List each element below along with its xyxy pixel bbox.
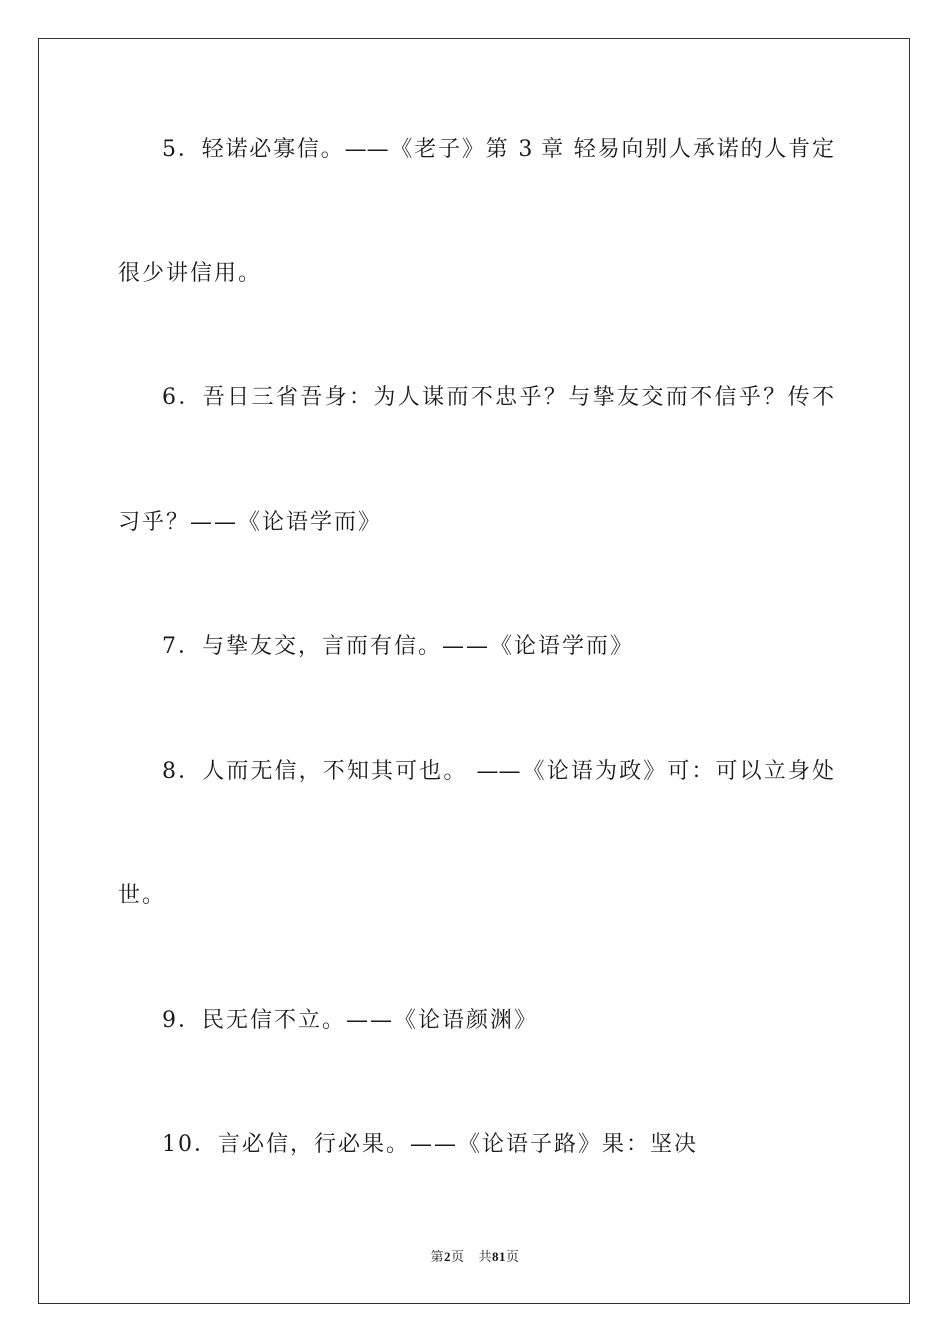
quote-6-line-1: 6．吾日三省吾身：为人谋而不忠乎？与挚友交而不信乎？传不 (162, 385, 834, 410)
quote-10: 10．言必信，行必果。——《论语子路》果：坚决 (162, 1132, 698, 1157)
footer-page-prefix: 第 (430, 1250, 445, 1265)
quote-8-line-1: 8．人而无信，不知其可也。 ——《论语为政》可：可以立身处 (162, 759, 834, 784)
quote-8-line-2: 世。 (118, 883, 167, 908)
footer-page-number: 2 (444, 1249, 452, 1264)
footer-total-pages: 81 (491, 1249, 506, 1264)
footer-total-prefix: 共 (478, 1250, 492, 1265)
quote-5-line-1: 5．轻诺必寡信。——《老子》第 3 章 轻易向别人承诺的人肯定 (162, 137, 834, 162)
quote-9: 9．民无信不立。——《论语颜渊》 (162, 1008, 538, 1033)
footer-total-suffix: 页 (505, 1250, 520, 1265)
quote-6-line-2: 习乎？——《论语学而》 (118, 510, 383, 535)
quote-5-line-2: 很少讲信用。 (118, 261, 263, 286)
quote-7: 7．与挚友交，言而有信。——《论语学而》 (162, 634, 634, 659)
page-footer (0, 1246, 950, 1265)
footer-page-suffix: 页 (451, 1250, 465, 1265)
page-border (38, 38, 910, 1304)
